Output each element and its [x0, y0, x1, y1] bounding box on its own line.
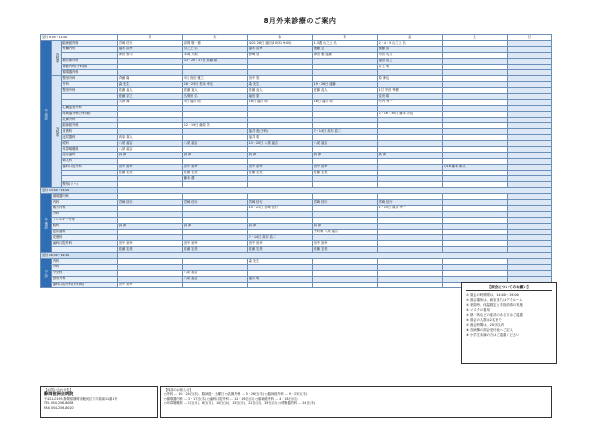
- department-name: 整形(リハ): [61, 182, 117, 188]
- schedule-cell: 福永 浩幸: [117, 46, 182, 52]
- schedule-cell: 八尾 福吉: [182, 141, 247, 147]
- schedule-cell: 久保 輝: [117, 99, 182, 105]
- notice-line: ⑦ 面会時間は、20分以内: [466, 323, 504, 327]
- department-name: 歯科口腔外科: [51, 241, 117, 247]
- schedule-cell: 福井 恵: [247, 135, 312, 141]
- page-title: 8月外来診療のご案内: [263, 17, 337, 25]
- department-name: 脳神経内科: [61, 41, 117, 47]
- schedule-cell: 福井 恵(予約): [247, 129, 312, 135]
- schedule-cell: 市田 英文: [377, 52, 442, 58]
- schedule-cell: 田中 裕幸: [312, 164, 377, 170]
- schedule-cell: 宮崎 信行: [312, 200, 377, 206]
- schedule-cell: 森 先生: [247, 82, 312, 88]
- department-name: 内科: [51, 258, 117, 264]
- schedule-cell: 田中 裕幸: [182, 241, 247, 247]
- department-name: 婦人科: [61, 158, 117, 164]
- department-name: 神経内科(予約制): [61, 64, 117, 70]
- schedule-cell: 佐藤 宏美: [312, 247, 377, 253]
- schedule-cell: 宮崎 信行: [182, 200, 247, 206]
- schedule-cell: 佐藤 直人: [247, 88, 312, 94]
- department-name: 循環器内科: [61, 70, 117, 76]
- schedule-cell: 後藤 圭: [312, 46, 377, 52]
- schedule-cell: 佐藤 宏美: [312, 170, 377, 176]
- schedule-cell: [377, 282, 442, 288]
- schedule-cell: 高岡 敬一郎: [182, 41, 247, 47]
- notice-line: ⑧ 各病棟の面会受付表へご記入: [466, 328, 513, 332]
- schedule-cell: 宮崎 信行: [247, 200, 312, 206]
- notice-line: ⑥ 面会の人数は2名まで: [466, 318, 502, 322]
- schedule-cell: 福永 浩幸: [247, 46, 312, 52]
- schedule-cell: 真 津: [312, 223, 377, 229]
- schedule-cell: 真 津: [312, 152, 377, 158]
- schedule-cell: 八尾 福吉: [182, 276, 247, 282]
- schedule-cell: 山之上 弘: [182, 46, 247, 52]
- schedule-cell: 津田 雅 遠藤: [312, 52, 377, 58]
- day-wed: 水: [247, 35, 312, 41]
- schedule-cell: 16・23日 松本 幸弘: [182, 82, 247, 88]
- schedule-cell: 森 先生: [247, 258, 312, 264]
- schedule-cell: 田中 悠: [247, 76, 312, 82]
- department-name: 外科: [51, 211, 117, 217]
- visiting-notice: [461, 282, 557, 364]
- schedule-cell: 佐藤 宏美: [247, 170, 312, 176]
- schedule-cell: 真 津: [247, 152, 312, 158]
- schedule-cell: 4/21 28日 福田(10/31 9:00): [247, 41, 312, 47]
- department-name: 歯科口腔外科: [61, 164, 117, 170]
- schedule-cell: [247, 282, 312, 288]
- notice-line: ③ 来院時、体温測定と手指消毒の実施: [466, 303, 523, 307]
- schedule-cell: 後藤 浩: [377, 46, 442, 52]
- schedule-cell: 田中 裕幸: [117, 241, 182, 247]
- department-name: 循環器内科: [51, 194, 117, 200]
- schedule-cell: 福田 浩之: [377, 58, 442, 64]
- department-name: 腎臓内科: [61, 46, 117, 52]
- notice-line: ⑨ 小学生未満の方はご遠慮ください: [466, 333, 520, 337]
- closure-line: ○外科 … 10・24日(木)、脳神経・土曜日 ○乳腺外科 … 5・26日(木) ○脳神経外科 … 9・23日(木): [164, 392, 308, 397]
- schedule-cell: 田中 裕幸: [312, 241, 377, 247]
- department-name: 泌尿器科: [61, 135, 117, 141]
- day-thu: 木: [312, 35, 377, 41]
- schedule-cell: 斉藤 隆: [117, 76, 182, 82]
- schedule-cell: 井上 明: [377, 64, 442, 70]
- schedule-cell: 真 津: [247, 223, 312, 229]
- schedule-cell: 7/18 藤本 和久: [442, 164, 507, 170]
- schedule-cell: 八尾 福吉: [312, 141, 377, 147]
- hospital-address: 〒421-0193 静岡県静岡市駿河区下川原南11番1号: [44, 396, 118, 401]
- schedule-cell: 福田 恵: [247, 94, 312, 100]
- schedule-cell: 佐藤 宏美: [117, 247, 182, 253]
- schedule-cell: 7・14日 高木 浩二: [247, 235, 312, 241]
- schedule-cell: 真 津: [182, 223, 247, 229]
- department-name: 心臓血管外科: [61, 105, 117, 111]
- section-label: 午前診: [41, 41, 52, 188]
- department-name: 内科: [51, 200, 117, 206]
- schedule-cell: 田中 裕幸: [117, 164, 182, 170]
- department-name: 皮膚科: [61, 129, 117, 135]
- closure-line: ○耳鼻咽喉科 … 1日(月)、8日(月)、10日(水)、15日(月)、22日(月)、29日(月) ○呼吸器内科 … 24日(木): [164, 401, 316, 406]
- schedule-cell: 森 先生: [117, 82, 182, 88]
- contact-box: [40, 386, 158, 418]
- schedule-cell: 竹内 秀一: [377, 99, 442, 105]
- day-sun: 日: [507, 35, 551, 41]
- department-name: 呼吸器外科(予約制): [61, 111, 117, 117]
- morning-time: 受付 8:00〜12:00: [41, 35, 118, 41]
- notice-line: ④ マスクの着用: [466, 308, 490, 312]
- department-name: 整形外科: [61, 88, 117, 94]
- day-fri: 金: [377, 35, 442, 41]
- schedule-cell: 宮崎 信行: [377, 200, 442, 206]
- section-label: 夕診: [41, 258, 52, 287]
- schedule-cell: 7・14日 高木 浩二: [312, 129, 377, 135]
- schedule-cell: 1-3週 山之上 弘: [312, 41, 377, 47]
- schedule-cell: 真 津: [377, 152, 442, 158]
- schedule-cell: 津田 勇司: [117, 52, 182, 58]
- section-label: 午後診: [41, 194, 52, 253]
- schedule-cell: 1・15日 滝井 幸一: [377, 205, 442, 211]
- department-name: 眼科: [61, 141, 117, 147]
- notice-line: ② 面会場所は、病室またはデイルーム: [466, 298, 523, 302]
- schedule-cell: 12・19日 藤原 芳: [182, 123, 247, 129]
- hospital-name: 静岡徳洲会病院: [44, 391, 74, 397]
- department-name: 眼科: [51, 223, 117, 229]
- department-name: 整形外科: [51, 276, 117, 282]
- subsection-label: 外科系: [51, 76, 61, 188]
- schedule-cell: 1日 安田 秀樹: [377, 88, 442, 94]
- subsection-label: 内科系: [51, 41, 61, 76]
- schedule-cell: 八尾 福吉: [117, 147, 182, 153]
- schedule-cell: 佐藤 直人: [117, 88, 182, 94]
- schedule-cell: 13・20日 八尾 福吉: [247, 141, 312, 147]
- department-name: 整形外科: [61, 76, 117, 82]
- department-name: 小児科: [51, 270, 117, 276]
- schedule-cell: 13・20・27日 高橋 聡: [182, 58, 247, 64]
- schedule-cell: 本城 大地: [182, 52, 247, 58]
- schedule-cell: 藤本 優: [182, 176, 247, 182]
- closure-label: 【休診のお知らせ】: [164, 388, 193, 392]
- schedule-cell: 真 津: [182, 152, 247, 158]
- department-name: 外科: [51, 264, 117, 270]
- department-name: 脳神経外科: [61, 123, 117, 129]
- schedule-cell: 野崎 悠: [247, 52, 312, 58]
- closure-box: [160, 386, 552, 418]
- department-name: 外科: [61, 82, 117, 88]
- schedule-cell: 宮崎 信行: [117, 41, 182, 47]
- schedule-cell: 真 津: [117, 223, 182, 229]
- schedule-cell: 佐藤 直人: [312, 88, 377, 94]
- department-name: 泌尿器科: [61, 152, 117, 158]
- schedule-cell: 3日 鳥田 雅之: [182, 76, 247, 82]
- schedule-cell: 佐藤 直人: [182, 88, 247, 94]
- day-tue: 火: [182, 35, 247, 41]
- afternoon-time: 受付 13:00〜15:00: [41, 188, 118, 194]
- notice-title: 【面会についてのお願い】: [466, 285, 552, 291]
- schedule-cell: 3日 福川 明: [182, 99, 247, 105]
- schedule-cell: 四条 真人: [117, 135, 182, 141]
- department-name: 皮膚科: [51, 235, 117, 241]
- schedule-cell: 田中 裕幸: [117, 282, 182, 288]
- department-name: 歯科口腔外科(予約制): [51, 282, 117, 288]
- day-sat: 土: [442, 35, 507, 41]
- department-name: 泌尿器科: [51, 229, 117, 235]
- schedule-cell: 14・21日 宮崎 信行: [247, 205, 312, 211]
- schedule-cell: 19・26日 遠藤: [312, 82, 377, 88]
- schedule-cell: [182, 282, 247, 288]
- department-name: アレルギー外来: [51, 217, 117, 223]
- hospital-fax: FAX 054-256-8020: [44, 405, 74, 410]
- schedule-cell: 田中 裕幸: [247, 241, 312, 247]
- schedule-cell: 真 津: [117, 152, 182, 158]
- schedule-cell: 佐藤 宏美: [247, 247, 312, 253]
- department-name: 耳鼻咽喉科: [61, 147, 117, 153]
- schedule-cell: 予約制 八尾 福吉: [312, 229, 377, 235]
- evening-time: 受付 16:30〜19:30: [41, 253, 118, 259]
- schedule-cell: 2・4・5 山之上 弘: [377, 41, 442, 47]
- schedule-table: [40, 34, 552, 288]
- schedule-cell: 田中 裕幸: [247, 164, 312, 170]
- schedule-cell: 2・16・30日 藤本 芳也: [377, 111, 442, 117]
- notice-line: ⑤ 熱・咳などの症状のある方はご遠慮: [466, 313, 523, 317]
- inquiry-label: 【お問い合わせ先】: [44, 388, 73, 392]
- department-name: 乳腺外科: [61, 117, 117, 123]
- schedule-cell: 佐藤 宏美: [182, 247, 247, 253]
- schedule-cell: 八尾 福吉: [182, 270, 247, 276]
- schedule-cell: 16日 福川 明: [312, 99, 377, 105]
- department-name: 漢方内科: [51, 205, 117, 211]
- schedule-cell: 福川 明: [247, 276, 312, 282]
- schedule-cell: 田中 裕幸: [182, 164, 247, 170]
- schedule-cell: 八尾 福吉: [117, 141, 182, 147]
- notice-line: ① 面会の時間帯は、14:00〜19:00: [466, 293, 519, 297]
- department-name: 糖尿病内科: [61, 58, 117, 64]
- schedule-cell: 久保田 弘: [182, 94, 247, 100]
- closure-line: ○循環器内科 … 3・17日(木) ○歯科口腔外科 … 12・26日(月) ○脳神経外科 … 4・18日(月): [164, 396, 298, 401]
- schedule-cell: 宮崎 信行: [117, 200, 182, 206]
- hospital-tel: TEL 054-256-8008: [44, 401, 74, 406]
- schedule-cell: 佐藤 宏美: [182, 170, 247, 176]
- schedule-cell: 原 伸也: [377, 76, 442, 82]
- day-mon: 月: [117, 35, 182, 41]
- schedule-cell: 住田 昭: [377, 94, 442, 100]
- schedule-cell: 16日 福川 明: [247, 99, 312, 105]
- schedule-cell: [312, 282, 377, 288]
- schedule-cell: 佐藤 宗之: [117, 94, 182, 100]
- schedule-cell: 佐藤 宏美: [117, 170, 182, 176]
